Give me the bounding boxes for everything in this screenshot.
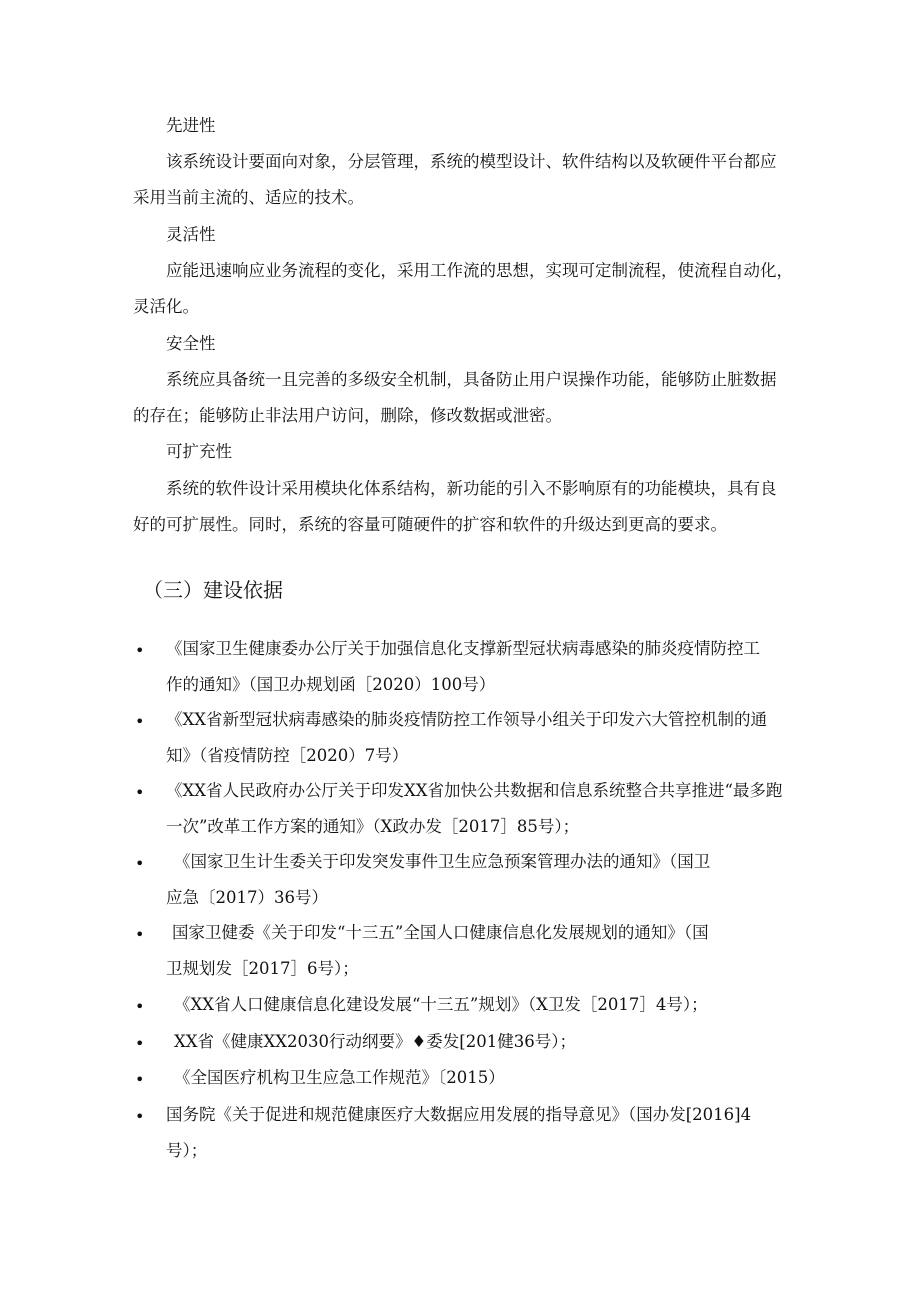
- bullet-icon: •: [135, 925, 145, 944]
- basis-item-6-line-1: 《XX省人口健康信息化建设发展“十三五”规划》（X卫发［2017］4号）；: [174, 995, 708, 1014]
- basis-item-4-line-2: 应急〔2017）36号）: [166, 888, 328, 907]
- basis-item-7-line-1: XX省《健康XX2030行动纲要》♦委发[201健36号）；: [174, 1032, 576, 1051]
- bullet-icon: •: [135, 783, 145, 802]
- paragraph-advanced-line-2: 采用当前主流的、适应的技术。: [133, 188, 364, 207]
- basis-item-2-line-2: 知》（省疫情防控［2020）7号）: [166, 746, 409, 765]
- bullet-icon: •: [135, 1034, 145, 1053]
- heading-flexibility: 灵活性: [166, 225, 216, 244]
- paragraph-flexibility-line-1: 应能迅速响应业务流程的变化，采用工作流的思想，实现可定制流程，使流程自动化，: [166, 261, 793, 280]
- basis-item-4-line-1: 《国家卫生计生委关于印发突发事件卫生应急预案管理办法的通知》（国卫: [174, 852, 711, 871]
- bullet-icon: •: [135, 1070, 145, 1089]
- basis-item-2-line-1: 《XX省新型冠状病毒感染的肺炎疫情防控工作领导小组关于印发六大管控机制的通: [166, 710, 767, 729]
- bullet-icon: •: [135, 1107, 145, 1126]
- heading-advanced: 先进性: [166, 116, 216, 135]
- paragraph-advanced-line-1: 该系统设计要面向对象，分层管理，系统的模型设计、软件结构以及软硬件平台都应: [166, 152, 777, 171]
- basis-item-5-line-2: 卫规划发［2017］6号）；: [166, 959, 359, 978]
- bullet-icon: •: [135, 997, 145, 1016]
- bullet-icon: •: [135, 712, 145, 731]
- paragraph-extensibility-line-1: 系统的软件设计采用模块化体系结构，新功能的引入不影响原有的功能模块，具有良: [166, 479, 777, 498]
- paragraph-security-line-2: 的存在；能够防止非法用户访问，删除，修改数据或泄密。: [133, 406, 562, 425]
- heading-security: 安全性: [166, 334, 216, 353]
- basis-item-3-line-2: 一次”改革工作方案的通知》（X政办发［2017］85号）；: [166, 817, 580, 836]
- basis-item-3-line-1: 《XX省人民政府办公厅关于印发XX省加快公共数据和信息系统整合共享推进“最多跑: [166, 781, 783, 800]
- basis-item-1-line-1: 《国家卫生健康委办公厅关于加强信息化支撑新型冠状病毒感染的肺炎疫情防控工: [166, 639, 760, 658]
- paragraph-extensibility-line-2: 好的可扩展性。同时，系统的容量可随硬件的扩容和软件的升级达到更高的要求。: [133, 515, 727, 534]
- bullet-icon: •: [135, 854, 145, 873]
- basis-item-8-line-1: 《全国医疗机构卫生应急工作规范》〔2015）: [174, 1068, 505, 1087]
- heading-extensibility: 可扩充性: [166, 442, 232, 461]
- basis-item-1-line-2: 作的通知》（国卫办规划函［2020）100号）: [166, 675, 496, 694]
- basis-item-5-line-1: 国家卫健委《关于印发“十三五”全国人口健康信息化发展规划的通知》（国: [172, 923, 709, 942]
- paragraph-flexibility-line-2: 灵活化。: [133, 297, 199, 316]
- section-heading-basis: （三）建设依据: [143, 578, 283, 602]
- paragraph-security-line-1: 系统应具备统一且完善的多级安全机制，具备防止用户误操作功能，能够防止脏数据: [166, 370, 777, 389]
- basis-item-9-line-1: 国务院《关于促进和规范健康医疗大数据应用发展的指导意见》（国办发[2016]4: [166, 1105, 752, 1124]
- basis-item-9-line-2: 号）；: [166, 1141, 208, 1160]
- bullet-icon: •: [135, 641, 145, 660]
